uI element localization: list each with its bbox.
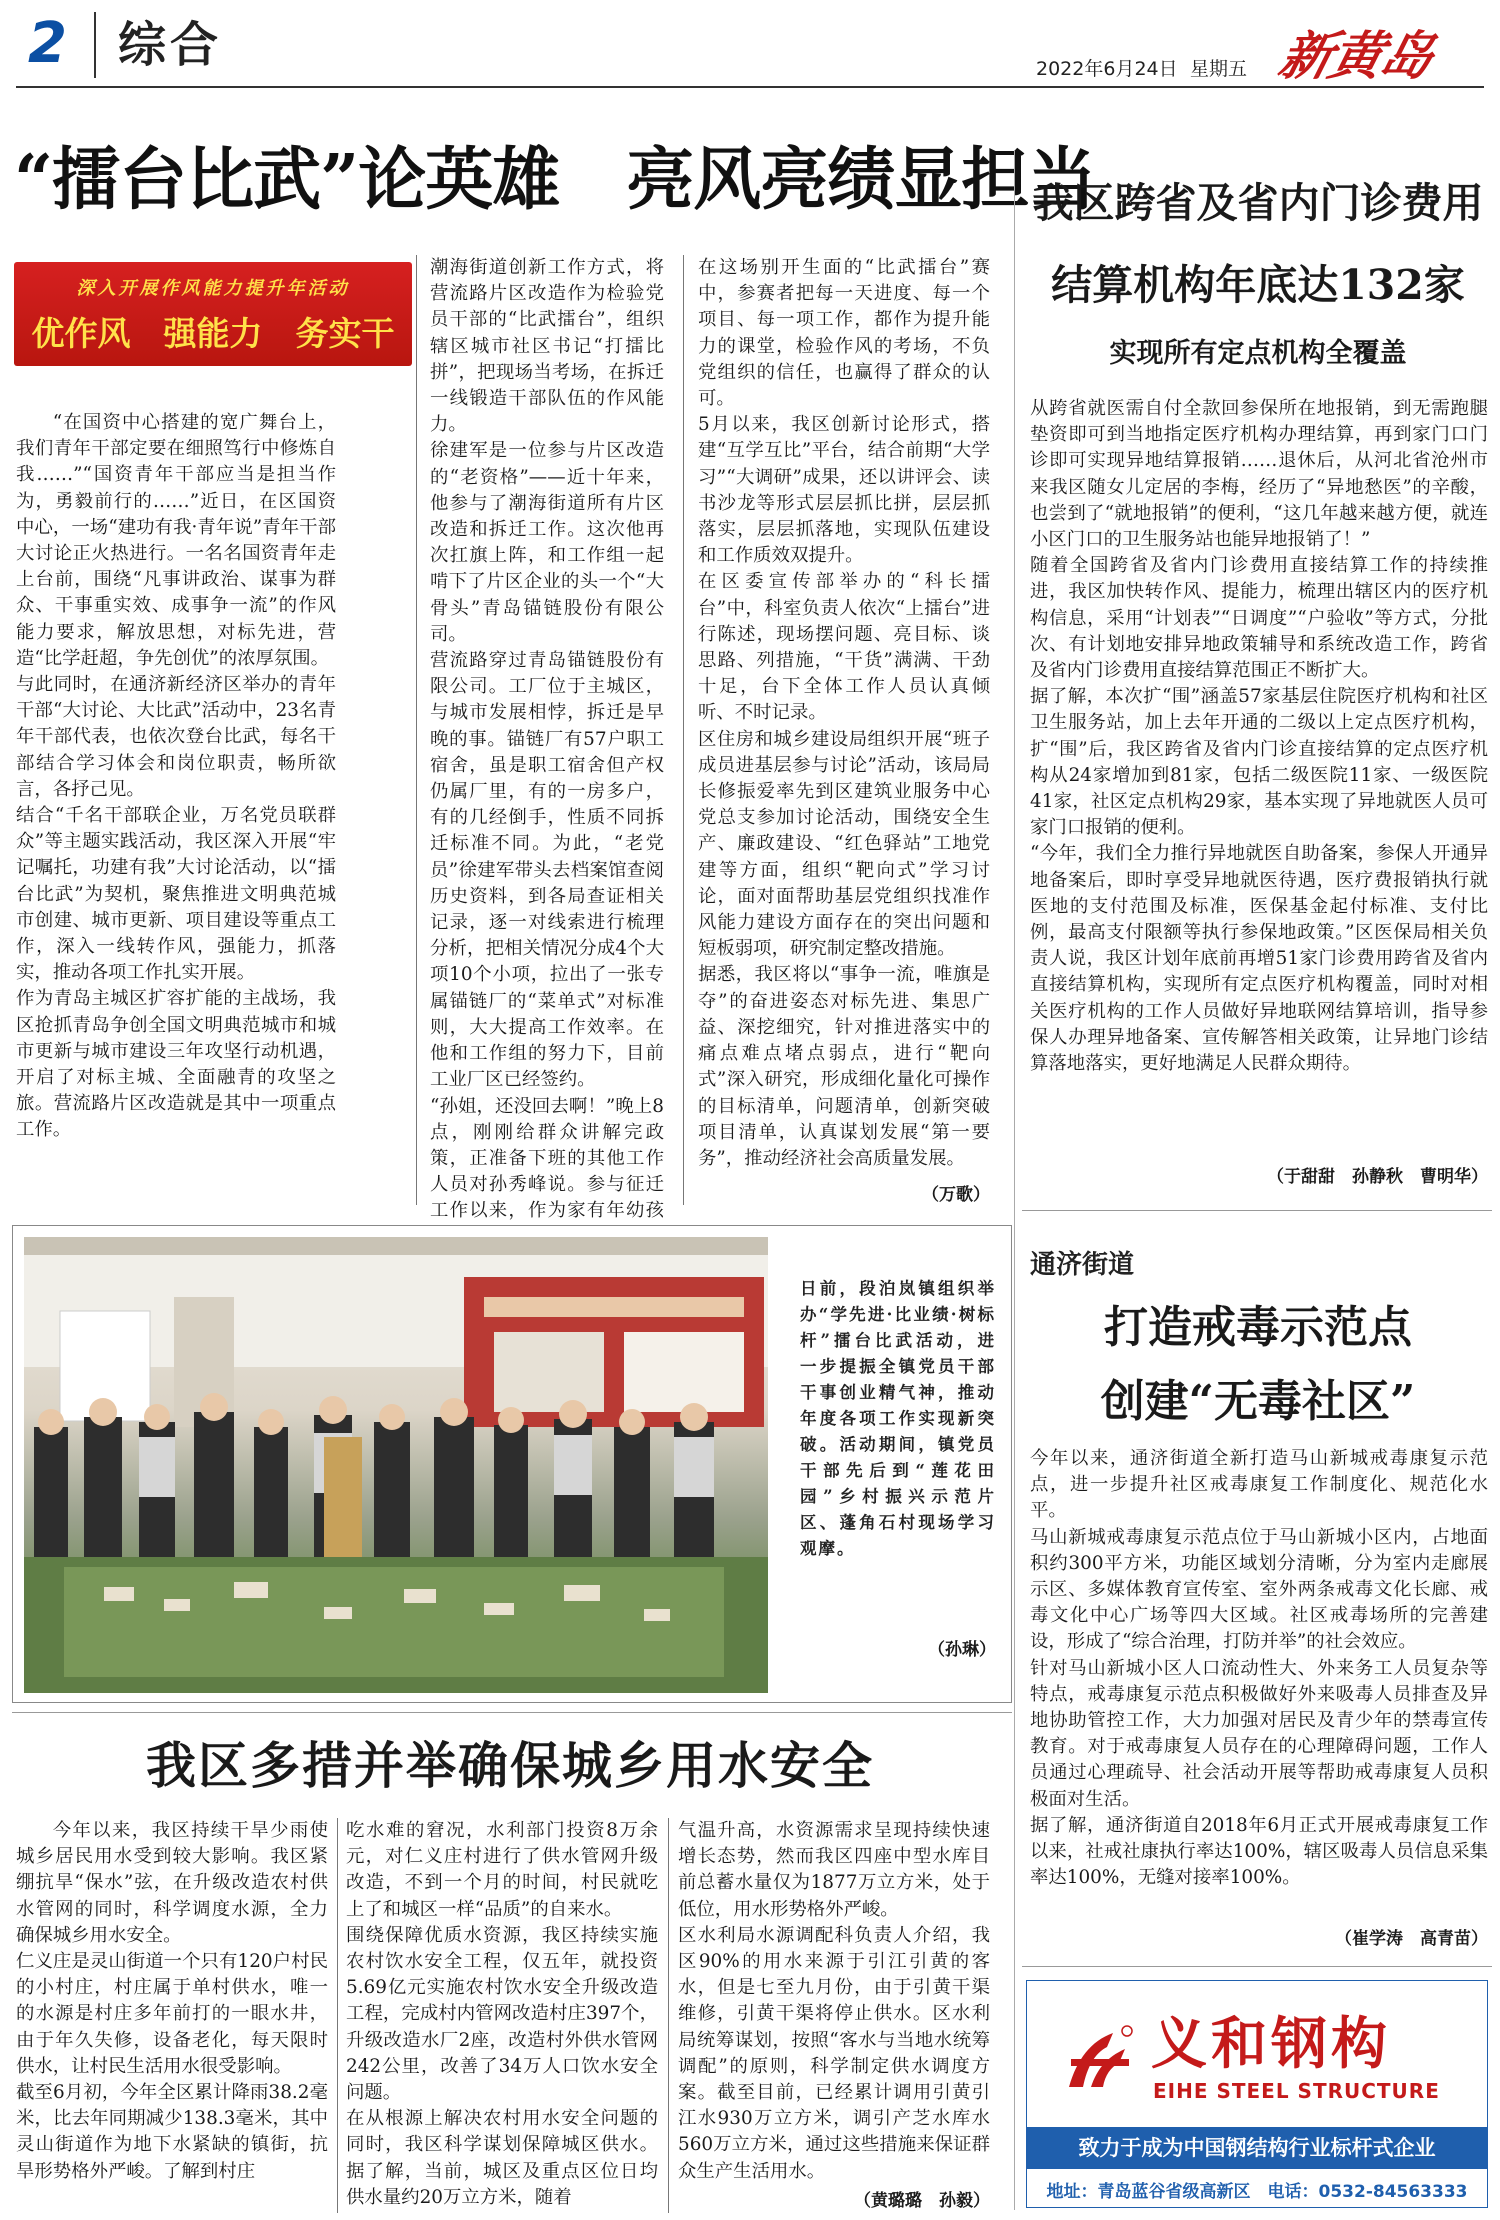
lead-col2: 潮海街道创新工作方式，将营流路片区改造作为检验党员干部的“比武擂台”，组织辖区城市社区书记“打擂比拼”，把现场当考场，在拆迁一线锻造干部队伍的作风能力。 徐建军是一位参与片区改造的“老资格”——近十年来，他参与了潮海街道所有片区改造和拆迁工作。这次他再次扛旗上阵，和工作组一起啃下了片区企业的头一个“大骨头”青岛锚链股份有限公司。 营流路穿过青岛锚链股份有限公司。工厂位于主城区，与城市发展相悖，拆迁是早晚的事。锚链厂有57户职工宿舍，虽是职工宿舍但产权仍属厂里，有的一房多户，有的几经倒手，性质不同拆迁标准不同。为此，“老党员”徐建军带头去档案馆查阅历史资料，到各局查证相关记录，逐一对线索进行梳理分析，把相关情况分成4个大项10个小项，拉出了一张专属锚链厂的“菜单式”对标准则，大大提高工作效率。在他和工作组的努力下，目前工业厂区已经签约。 “孙姐，还没回去啊！”晚上8点，刚刚给群众讲解完政策，正准备下班的其他工作人员对孙秀峰说。参与征迁工作以来，作为家有年幼孩	[430, 257, 664, 1222]
ad-address: 地址：青岛蓝谷省级高新区 电话：0532-84563333	[1046, 2182, 1468, 2202]
masthead-rule	[16, 86, 1484, 88]
rule-right-ad	[1022, 1966, 1492, 1967]
divider-water-1	[337, 1818, 338, 2213]
water-headline: 我区多措并举确保城乡用水安全	[146, 1736, 874, 1795]
divider-right-column	[1014, 150, 1015, 2210]
antidrug-byline: （崔学涛 高青苗）	[1335, 1929, 1488, 1949]
campaign-banner-big: 优作风 强能力 务实干	[31, 314, 395, 353]
ad-slogan: 致力于成为中国钢结构行业标杆式企业	[1027, 2127, 1487, 2169]
issue-date: 2022年6月24日	[1036, 58, 1178, 80]
ad-brand-en: EIHE STEEL STRUCTURE	[1153, 2079, 1440, 2103]
paper-logo: 新黄岛	[1273, 26, 1439, 87]
page-number: 2	[28, 11, 67, 76]
medical-title-1: 我区跨省及省内门诊费用	[1032, 179, 1484, 227]
issue-weekday: 星期五	[1190, 58, 1248, 80]
divider-lead-1	[416, 255, 417, 1205]
medical-subtitle: 实现所有定点机构全覆盖	[1109, 338, 1407, 369]
water-col3: 气温升高，水资源需求呈现持续快速增长态势，然而我区四座中型水库目前总蓄水量仅为1877万立方米，处于低位，用水形势格外严峻。 区水利局水源调配科负责人介绍，我区90%的用水来源于引江引黄的客水，但是七至九月份，由于引黄干渠维修，引黄干渠将停止供水。区水利局统筹谋划，按照“客水与当地水统筹调配”的原则，科学制定供水调度方案。截至目前，已经累计调用引黄引江水930万立方米，调引产芝水库水560万立方米，通过这些措施来保证群众生产生活用水。	[678, 1820, 990, 2182]
lead-headline: “擂台比武”论英雄 亮风亮绩显担当	[14, 140, 1096, 220]
water-byline: （黄璐璐 孙毅）	[854, 2191, 990, 2211]
rule-water-top	[12, 1712, 1012, 1713]
ad-box	[1026, 1980, 1488, 2208]
masthead-divider	[94, 12, 96, 78]
divider-water-2	[668, 1818, 669, 2213]
photo-illustration	[24, 1237, 768, 1693]
medical-title-2: 结算机构年底达132家	[1051, 261, 1465, 309]
water-col1: 今年以来，我区持续干旱少雨使城乡居民用水受到较大影响。我区紧绷抗旱“保水”弦，在升级改造农村供水管网的同时，科学调度水源，全力确保城乡用水安全。 仁义庄是灵山街道一个只有120户村民的小村庄，村庄属于单村供水，唯一的水源是村庄多年前打的一眼水井，由于年久失修，设备老化，每天限时供水，让村民生活用水很受影响。 截至6月初，今年全区累计降雨38.2毫米，比去年同期减少138.3毫米，其中灵山街道作为地下水紧缺的镇街，抗旱形势格外严峻。了解到村庄	[16, 1820, 328, 2182]
medical-body: 从跨省就医需自付全款回参保所在地报销，到无需跑腿垫资即可到当地指定医疗机构办理结算，再到家门口门诊即可实现异地结算报销……退休后，从河北省沧州市来我区随女儿定居的李梅，经历了“异地愁医”的辛酸，也尝到了“就地报销”的便利，“这几年越来越方便，就连小区门口的卫生服务站也能异地报销了！” 随着全国跨省及省内门诊费用直接结算工作的持续推进，我区加快转作风、提能力，梳理出辖区内的医疗机构信息，采用“计划表”“日调度”“户验收”等方式，分批次、有计划地安排异地政策辅导和系统改造工作，跨省及省内门诊费用直接结算范围正不断扩大。 据了解，本次扩“围”涵盖57家基层住院医疗机构和社区卫生服务站，加上去年开通的二级以上定点医疗机构，扩“围”后，我区跨省及省内门诊直接结算的定点医疗机构从24家增加到81家，包括二级医院11家、一级医院41家，社区定点机构29家，基本实现了异地就医人员可家门口报销的便利。 “今年，我们全力推行异地就医自助备案，参保人开通异地备案后，即时享受异地就医待遇，医疗费报销执行就医地的支付范围及标准，医保基金起付标准、支付比例，最高支付限额等执行参保地政策。”区医保局相关负责人说，我区计划年底前再增51家门诊费用跨省及省内直接结算机构，实现所有定点医疗机构覆盖，同时对相关医疗机构的工作人员做好异地联网结算培训，指导参保人办理异地备案、宣传解答相关政策，让异地门诊结算落地落实，更好地满足人民群众期待。	[1030, 398, 1488, 1075]
divider-lead-2	[683, 255, 684, 1205]
campaign-banner	[14, 262, 412, 366]
ad-brand: 义和钢构	[1151, 2011, 1391, 2077]
section-title: 综合	[118, 17, 223, 73]
photo-byline: （孙琳）	[928, 1640, 996, 1660]
photo-caption: 日前，段泊岚镇组织举办“学先进·比业绩·树标杆”擂台比武活动，进一步提振全镇党员干部干事创业精气神，推动年度各项工作实现新突破。活动期间，镇党员干部先后到“莲花田园”乡村振兴示范片区、蓬角石村现场学习观摩。	[800, 1279, 996, 1558]
ad-logo-icon	[1061, 2019, 1139, 2097]
antidrug-title-1: 打造戒毒示范点	[1104, 1302, 1412, 1353]
lead-col3: 在这场别开生面的“比武擂台”赛中，参赛者把每一天进度、每一个项目、每一项工作，都作为提升能力的课堂，检验作风的考场，不负党组织的信任，也赢得了群众的认可。 5月以来，我区创新讨论形式，搭建“互学互比”平台，结合前期“大学习”“大调研”成果，还以讲评会、读书沙龙等形式层层抓比拼，层层抓落实，层层抓落地，实现队伍建设和工作质效双提升。 在区委宣传部举办的“科长擂台”中，科室负责人依次“上擂台”进行陈述，现场摆问题、亮目标、谈思路、列措施，“干货”满满、干劲十足，台下全体工作人员认真倾听、不时记录。 区住房和城乡建设局组织开展“班子成员进基层参与讨论”活动，该局局长修振爱率先到区建筑业服务中心党总支参加讨论活动，围绕安全生产、廉政建设、“红色驿站”工地党建等方面，组织“靶向式”学习讨论，面对面帮助基层党组织找准作风能力建设方面存在的突出问题和短板弱项，研究制定整改措施。 据悉，我区将以“事争一流，唯旗是夺”的奋进姿态对标先进、集思广益、深挖细究，针对推进落实中的痛点难点堵点弱点，进行“靶向式”深入研究，形成细化量化可操作的目标清单，问题清单，创新突破项目清单，认真谋划发展“第一要务”，推动经济社会高质量发展。	[698, 257, 990, 1169]
news-photo	[24, 1237, 768, 1693]
masthead	[0, 0, 1500, 92]
steel-logo-icon	[1061, 2019, 1139, 2097]
water-col2: 吃水难的窘况，水利部门投资8万余元，对仁义庄村进行了供水管网升级改造，不到一个月的时间，村民就吃上了和城区一样“品质”的自来水。 围绕保障优质水资源，我区持续实施农村饮水安全工程，仅五年，就投资5.69亿元实施农村饮水安全升级改造工程，完成村内管网改造村庄397个，升级改造水厂2座，改造村外供水管网242公里，改善了34万人口饮水安全问题。 在从根源上解决农村用水安全问题的同时，我区科学谋划保障城区供水。据了解，当前，城区及重点区位日均供水量约20万立方米，随着	[346, 1820, 658, 2208]
antidrug-title-2: 创建“无毒社区”	[1100, 1376, 1416, 1427]
antidrug-kicker: 通济街道	[1030, 1250, 1135, 1280]
lead-byline: （万歌）	[922, 1185, 990, 1205]
lead-col1: “在国资中心搭建的宽广舞台上，我们青年干部定要在细照笃行中修炼自我……”“国资青年干部应当是担当作为，勇毅前行的……”近日，在区国资中心，一场“建功有我·青年说”青年干部大讨论正火热进行。一名名国资青年走上台前，围绕“凡事讲政治、谋事为群众、干事重实效、成事争一流”的作风能力要求，解放思想，对标先进，营造“比学赶超，争先创优”的浓厚氛围。 与此同时，在通济新经济区举办的青年干部“大讨论、大比武”活动中，23名青年干部代表，也依次登台比武，每名干部结合学习体会和岗位职责，畅所欲言，各抒己见。 结合“千名干部联企业，万名党员联群众”等主题实践活动，我区深入开展“牢记嘱托，功建有我”大讨论活动，以“擂台比武”为契机，聚焦推进文明典范城市创建、城市更新、项目建设等重点工作，深入一线转作风，强能力，抓落实，推动各项工作扎实开展。 作为青岛主城区扩容扩能的主战场，我区抢抓青岛争创全国文明典范城市和城市更新与城市建设三年攻坚行动机遇，开启了对标主城、全面融青的攻坚之旅。营流路片区改造就是其中一项重点工作。	[16, 412, 336, 1141]
campaign-banner-small: 深入开展作风能力提升年活动	[76, 278, 350, 299]
rule-right-mid	[1022, 1210, 1492, 1211]
antidrug-body: 今年以来，通济街道全新打造马山新城戒毒康复示范点，进一步提升社区戒毒康复工作制度化、规范化水平。 马山新城戒毒康复示范点位于马山新城小区内，占地面积约300平方米，功能区域划分清晰，分为室内走廊展示区、多媒体教育宣传室、室外两条戒毒文化长廊、戒毒文化中心广场等四大区域。社区戒毒场所的完善建设，形成了“综合治理，打防并举”的社会效应。 针对马山新城小区人口流动性大、外来务工人员复杂等特点，戒毒康复示范点积极做好外来吸毒人员排查及异地协助管控工作，大力加强对居民及青少年的禁毒宣传教育。对于戒毒康复人员存在的心理障碍问题，工作人员通过心理疏导、社会活动开展等帮助戒毒康复人员积极面对生活。 据了解，通济街道自2018年6月正式开展戒毒康复工作以来，社戒社康执行率达100%，辖区吸毒人员信息采集率达100%，无缝对接率100%。	[1030, 1448, 1488, 1889]
medical-byline: （于甜甜 孙静秋 曹明华）	[1267, 1167, 1488, 1187]
